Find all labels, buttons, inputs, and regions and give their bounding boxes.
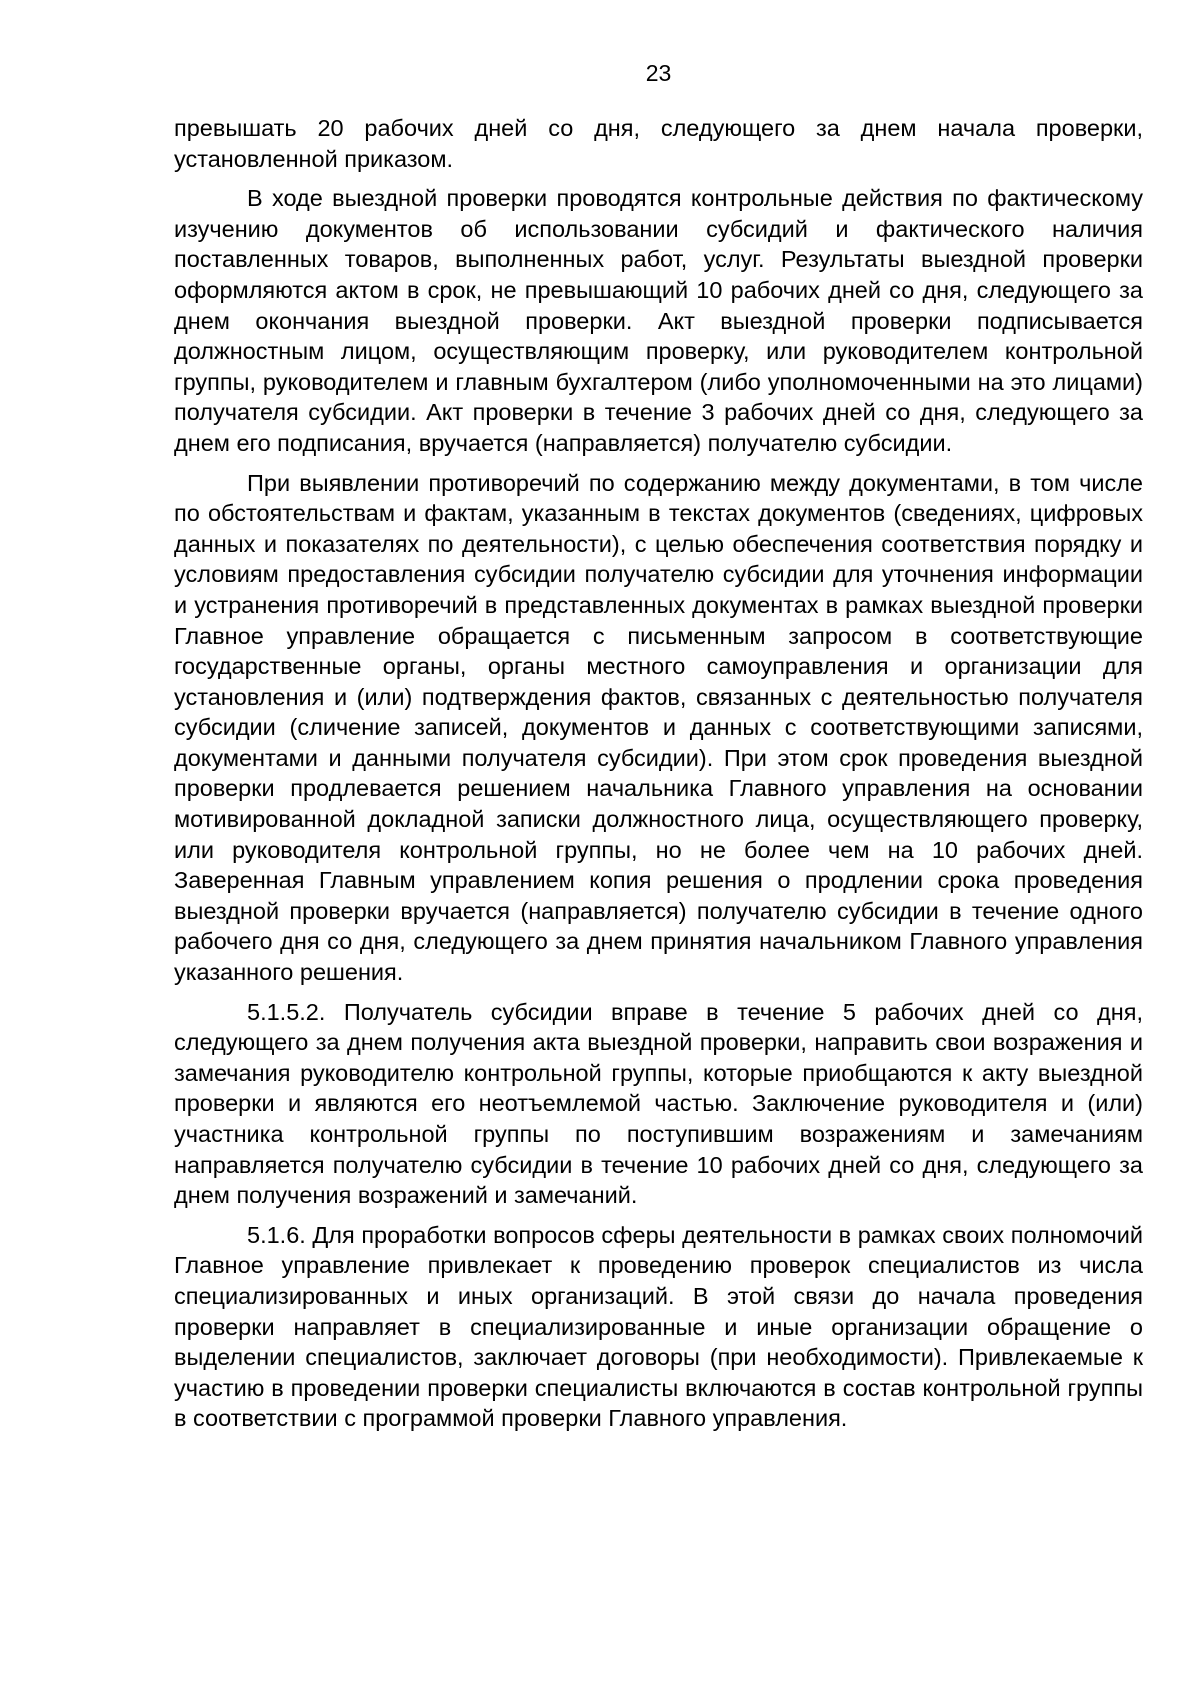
page-number: 23 xyxy=(645,60,672,86)
paragraph-5-1-5-2: 5.1.5.2. Получатель субсидии вправе в течение 5 рабочих дней со дня, следующего за днем получения акта выездной проверки, направить свои возражения и замечания руководителю контрольной группы, которые приобщаются к акту выездной проверки и являются его неотъемлемой частью. Заключение руководителя и (или) участника контрольной группы по поступившим возражениям и замечаниям направляется получателю субсидии в течение 10 рабочих дней со дня, следующего за днем получения возражений и замечаний. xyxy=(174,998,1143,1209)
paragraph-field-inspection: В ходе выездной проверки проводятся контрольные действия по фактическому изучению документов об использовании субсидий и фактического наличия поставленных товаров, выполненных работ, услуг. Результаты выездной проверки оформляются актом в срок, не превышающий 10 рабочих дней со дня, следующего за днем окончания выездной проверки. Акт выездной проверки подписывается должностным лицом, осуществляющим проверку, или руководителем контрольной группы, руководителем и главным бухгалтером (либо уполномоченными на это лицами) получателя субсидии. Акт проверки в течение 3 рабочих дней со дня, следующего за днем его подписания, вручается (направляется) получателю субсидии. xyxy=(174,185,1143,456)
paragraph-continuation: превышать 20 рабочих дней со дня, следующего за днем начала проверки, установленной приказом. xyxy=(174,115,1143,172)
paragraph-5-1-6: 5.1.6. Для проработки вопросов сферы деятельности в рамках своих полномочий Главное управление привлекает к проведению проверок специалистов из числа специализированных и иных организаций. В этой связи до начала проведения проверки направляет в специализированные и иные организации обращение о выделении специалистов, заключает договоры (при необходимости). Привлекаемые к участию в проведении проверки специалисты включаются в состав контрольной группы в соответствии с программой проверки Главного управления. xyxy=(174,1221,1143,1432)
document-body xyxy=(174,113,1143,1443)
paragraph-contradictions: При выявлении противоречий по содержанию между документами, в том числе по обстоятельствам и фактам, указанным в текстах документов (сведениях, цифровых данных и показателях по деятельности), с целью обеспечения соответствия порядку и условиям предоставления субсидии получателю субсидии для уточнения информации и устранения противоречий в представленных документах в рамках выездной проверки Главное управление обращается с письменным запросом в соответствующие государственные органы, органы местного самоуправления и организации для установления и (или) подтверждения фактов, связанных с деятельностью получателя субсидии (сличение записей, документов и данных с соответствующими записями, документами и данными получателя субсидии). При этом срок проведения выездной проверки продлевается решением начальника Главного управления на основании мотивированной докладной записки должностного лица, осуществляющего проверку, или руководителя контрольной группы, но не более чем на 10 рабочих дней. Заверенная Главным управлением копия решения о продлении срока проведения выездной проверки вручается (направляется) получателю субсидии в течение одного рабочего дня со дня, следующего за днем принятия начальником Главного управления указанного решения. xyxy=(174,469,1143,986)
